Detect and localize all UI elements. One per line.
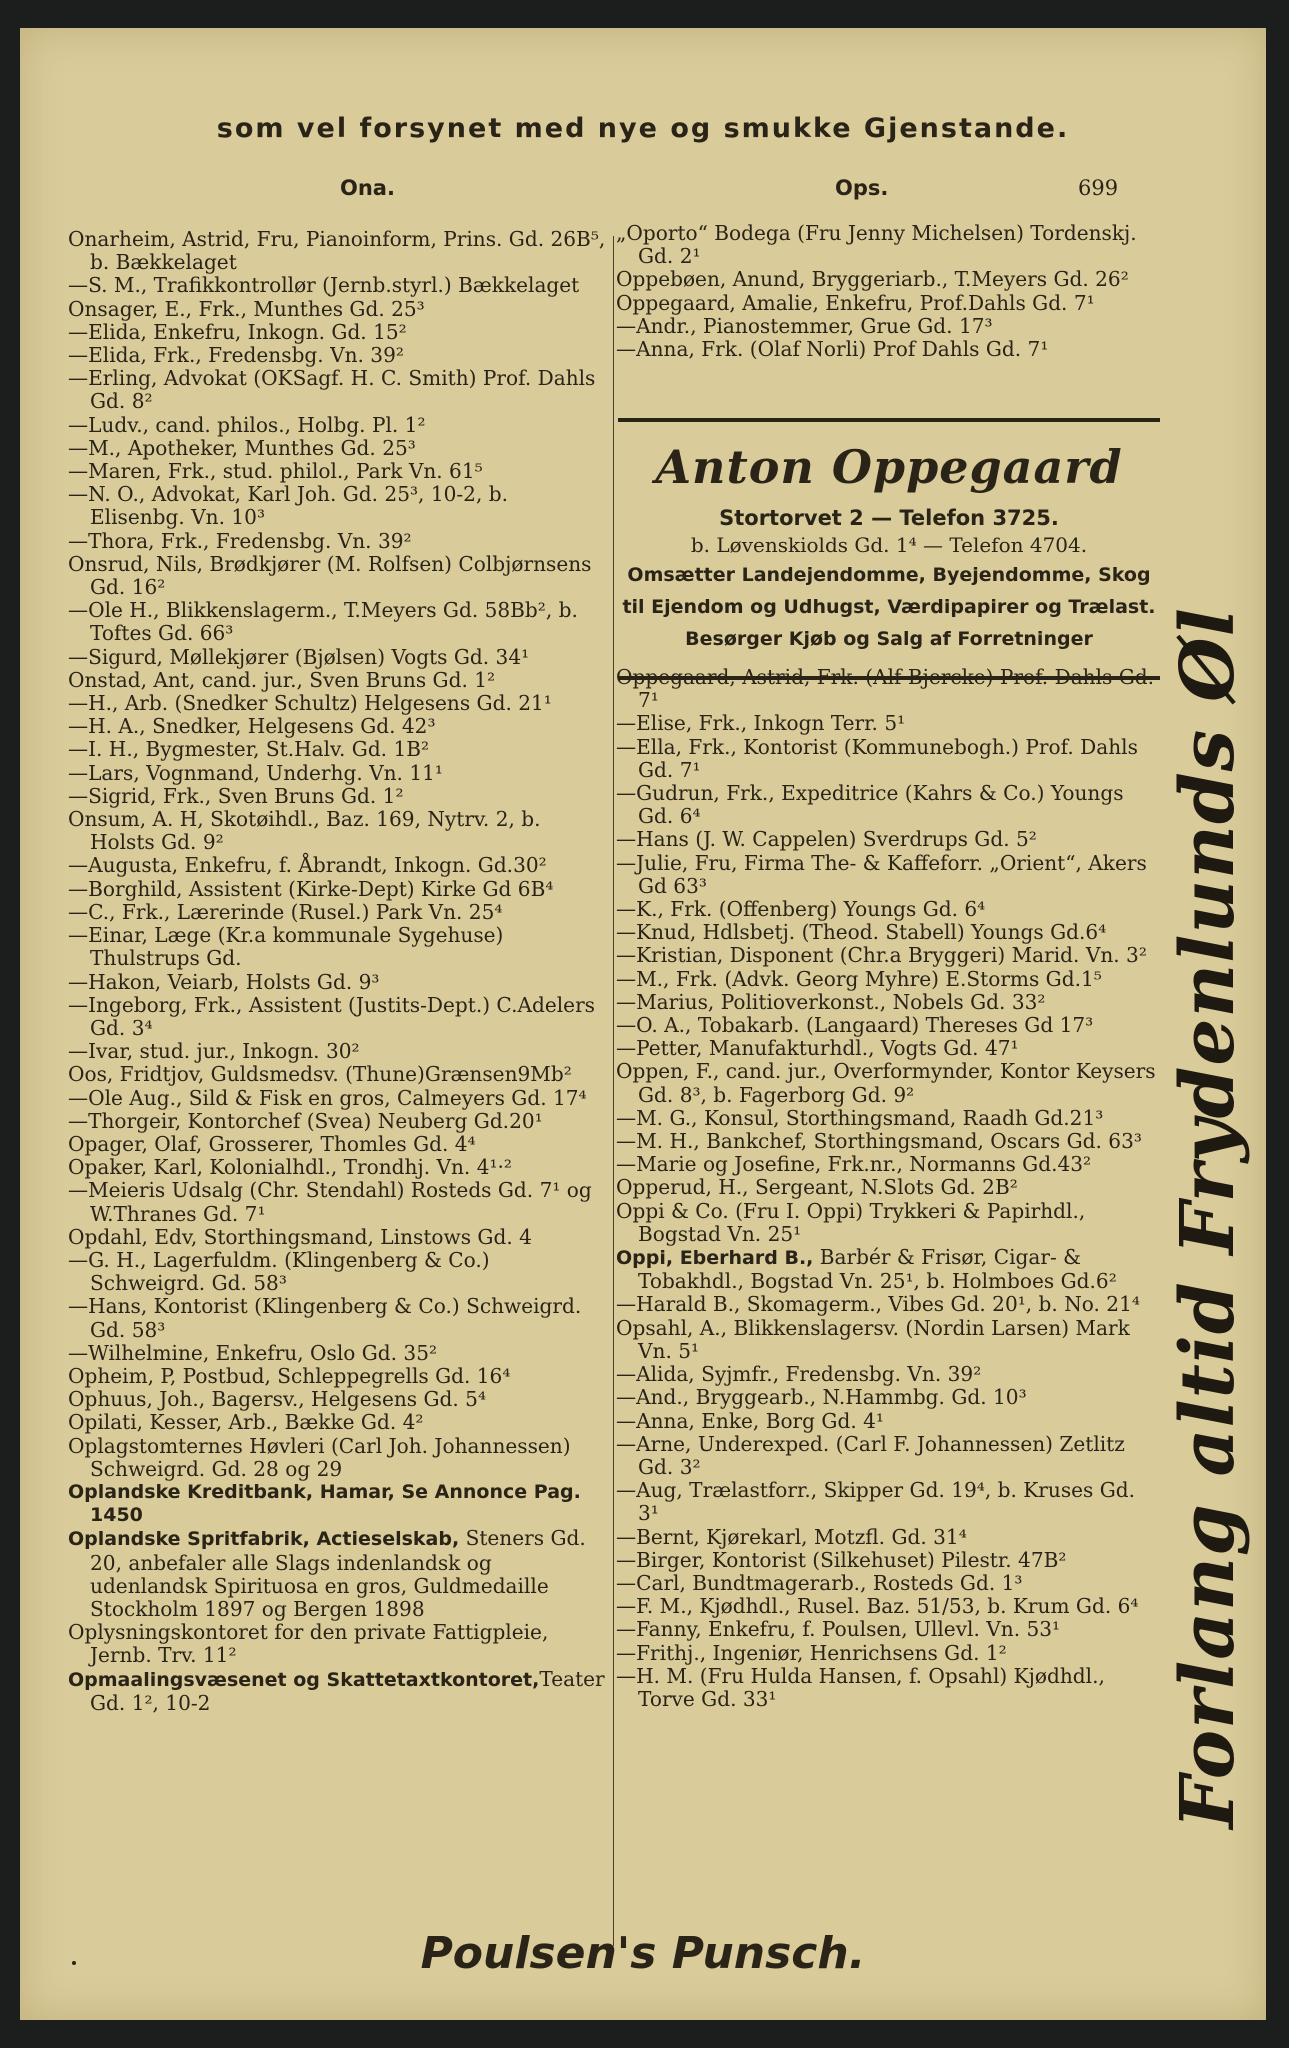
entry-rest: Barbér & Frisør, Cigar- & Tobakhdl., Bogstad Vn. 25¹, b. Holmboes Gd.6² [638, 1245, 1117, 1294]
directory-entry [616, 1246, 1156, 1293]
directory-entry: —Harald B., Skomagerm., Vibes Gd. 20¹, b. No. 21⁴ [616, 1292, 1140, 1317]
directory-entry: —Marie og Josefine, Frk.nr., Normanns Gd.43² [616, 1152, 1092, 1177]
directory-entry: —M., Apotheker, Munthes Gd. 25³ [68, 435, 416, 460]
directory-entry: —F. M., Kjødhdl., Rusel. Baz. 51/53, b. Krum Gd. 6⁴ [616, 1594, 1139, 1619]
directory-entry: —Elida, Enkefru, Inkogn. Gd. 15² [68, 319, 407, 344]
directory-entry: —Ella, Frk., Kontorist (Kommunebogh.) Prof. Dahls Gd. 7¹ [616, 734, 1138, 782]
directory-entry: —Anna, Enke, Borg Gd. 4¹ [616, 1408, 884, 1433]
directory-entry: —Andr., Pianostemmer, Grue Gd. 17³ [616, 313, 993, 338]
directory-entry: Oos, Fridtjov, Guldsmedsv. (Thune)Grænsen9Mb² [68, 1062, 572, 1087]
directory-entry: —M., Frk. (Advk. Georg Myhre) E.Storms Gd.1⁵ [616, 966, 1102, 991]
directory-entry: Onsager, E., Frk., Munthes Gd. 25³ [68, 296, 425, 321]
directory-entry: —G. H., Lagerfuldm. (Klingenberg & Co.) Schweigrd. Gd. 58³ [68, 1247, 490, 1296]
directory-entry: —Hans, Kontorist (Klingenberg & Co.) Schweigrd. Gd. 58³ [68, 1294, 582, 1342]
directory-entry: —Meieris Udsalg (Chr. Stendahl) Rosteds Gd. 7¹ og W.Thranes Gd. 7¹ [68, 1178, 592, 1226]
directory-entry: —Augusta, Enkefru, f. Åbrandt, Inkogn. Gd.30² [68, 853, 547, 878]
ad-address-line: Stortorvet 2 — Telefon 3725. [719, 506, 1059, 530]
directory-entry: Ophuus, Joh., Bagersv., Helgesens Gd. 5⁴ [68, 1387, 487, 1412]
directory-entry: Oppi & Co. (Fru I. Oppi) Trykkeri & Papirhdl., Bogstad Vn. 25¹ [616, 1198, 1086, 1246]
ad-services-line-3: Besørger Kjøb og Salg af Forretninger [685, 628, 1093, 650]
directory-entry: —Petter, Manufakturhdl., Vogts Gd. 47¹ [616, 1036, 1019, 1061]
directory-entry: —Ludv., cand. philos., Holbg. Pl. 1² [68, 412, 426, 437]
directory-entry: —Carl, Bundtmagerarb., Rosteds Gd. 1³ [616, 1570, 1023, 1595]
side-advertisement [1165, 508, 1251, 1928]
print-mark [72, 1961, 76, 1965]
directory-entry: —And., Bryggearb., N.Hammbg. Gd. 10³ [616, 1385, 1027, 1410]
slogan-banner: som vel forsynet med nye og smukke Gjenstande. [216, 113, 1070, 144]
directory-entry: —Thorgeir, Kontorchef (Svea) Neuberg Gd.20¹ [68, 1108, 543, 1133]
directory-entry: Oppen, F., cand. jur., Overformynder, Kontor Keysers Gd. 8³, b. Fagerborg Gd. 9² [616, 1059, 1156, 1107]
entry-bold-lead: Oplandske Spritfabrik, Actieselskab, [68, 1528, 460, 1551]
footer-advertisement: Poulsen's Punsch. [420, 1928, 866, 1979]
directory-entry: —Alida, Syjmfr., Fredensbg. Vn. 39² [616, 1362, 982, 1387]
directory-entry [68, 1668, 606, 1715]
directory-entry: Opager, Olaf, Grosserer, Thomles Gd. 4⁴ [68, 1131, 476, 1156]
directory-entry: Oplysningskontoret for den private Fattigpleie, Jernb. Trv. 11² [68, 1620, 549, 1668]
directory-entry: —M. H., Bankchef, Storthingsmand, Oscars Gd. 63³ [616, 1129, 1142, 1154]
page-number: 699 [1078, 176, 1119, 200]
directory-entry: —Birger, Kontorist (Silkehuset) Pilestr. 47B² [616, 1547, 1067, 1572]
directory-entry: —Lars, Vognmand, Underhg. Vn. 11¹ [68, 760, 443, 785]
directory-entry: Opperud, H., Sergeant, N.Slots Gd. 2B² [616, 1175, 1018, 1200]
entry-bold-lead: Oppi, Eberhard B., [616, 1247, 814, 1270]
directory-entry: Oppegaard, Astrid, Frk. (Alf Bjercke) Prof. Dahls Gd. 7¹ [616, 665, 1155, 713]
entry-bold-lead: Opmaalingsvæsenet og Skattetaxtkontoret, [68, 1668, 540, 1691]
directory-entry: —Hans (J. W. Cappelen) Sverdrups Gd. 5² [616, 827, 1037, 852]
oppegaard-advertisement [618, 418, 1160, 680]
entry-rest: Teater Gd. 1², 10-2 [90, 1666, 605, 1715]
ad-services-line-2: til Ejendom og Udhugst, Værdipapirer og Trælast. [622, 596, 1156, 618]
directory-entry: —H. A., Snedker, Helgesens Gd. 42³ [68, 714, 436, 739]
directory-entry: —Wilhelmine, Enkefru, Oslo Gd. 35² [68, 1340, 438, 1365]
directory-entry: —K., Frk. (Offenberg) Youngs Gd. 6⁴ [616, 897, 986, 922]
directory-entry: —Maren, Frk., stud. philol., Park Vn. 61⁵ [68, 459, 483, 484]
directory-entry: Oplandske Kreditbank, Hamar, Se Annonce Pag. 1450 [68, 1480, 581, 1527]
directory-entry: —Erling, Advokat (OKSagf. H. C. Smith) Prof. Dahls Gd. 8² [68, 366, 596, 414]
directory-entry: Opsahl, A., Blikkenslagersv. (Nordin Larsen) Mark Vn. 5¹ [616, 1315, 1130, 1363]
directory-entry: —H., Arb. (Snedker Schultz) Helgesens Gd. 21¹ [68, 691, 552, 716]
directory-entry: —Julie, Fru, Firma The- & Kaffeforr. „Orient“, Akers Gd 63³ [616, 850, 1147, 898]
ad-company-name: Anton Oppegaard [655, 440, 1123, 494]
directory-entry: —Ole H., Blikkenslagerm., T.Meyers Gd. 58Bb², b. Toftes Gd. 66³ [68, 598, 578, 646]
directory-entry: Opdahl, Edv, Storthingsmand, Linstows Gd. 4 [68, 1224, 532, 1249]
side-banner-text: Forlang altid Frydenlunds Øl [1165, 607, 1251, 1829]
left-column-header: Ona. [340, 176, 395, 200]
directory-entry: —M. G., Konsul, Storthingsmand, Raadh Gd.21³ [616, 1105, 1104, 1130]
directory-entry: —Ivar, stud. jur., Inkogn. 30² [68, 1039, 360, 1064]
directory-entry: —Fanny, Enkefru, f. Poulsen, Ullevl. Vn. 53¹ [616, 1617, 1061, 1642]
directory-entry: Opilati, Kesser, Arb., Bække Gd. 4² [68, 1410, 424, 1435]
directory-entry: —Sigrid, Frk., Sven Bruns Gd. 1² [68, 783, 404, 808]
directory-entry: —Einar, Læge (Kr.a kommunale Sygehuse) Thulstrups Gd. [68, 923, 504, 971]
directory-entry: —C., Frk., Lærerinde (Rusel.) Park Vn. 25⁴ [68, 899, 503, 924]
column-divider [613, 236, 614, 1946]
directory-entry: Oplagstomternes Høvleri (Carl Joh. Johannessen) Schweigrd. Gd. 28 og 29 [68, 1433, 571, 1481]
directory-entry: —Arne, Underexped. (Carl F. Johannessen) Zetlitz Gd. 3² [616, 1431, 1125, 1479]
directory-entry: Onsrud, Nils, Brødkjører (M. Rolfsen) Colbjørnsens Gd. 16² [68, 551, 592, 600]
directory-entry: —Bernt, Kjørekarl, Motzfl. Gd. 31⁴ [616, 1524, 967, 1549]
right-column [616, 666, 1156, 1711]
directory-entry: —Ole Aug., Sild & Fisk en gros, Calmeyers Gd. 17⁴ [68, 1085, 587, 1110]
entry-rest: Steners Gd. 20, anbefaler alle Slags indenlandsk og udenlandsk Spirituosa en gros, Guldmedaille Stockholm 1897 og Bergen 1898 [90, 1526, 586, 1621]
directory-entry: Oppegaard, Amalie, Enkefru, Prof.Dahls Gd. 7¹ [616, 290, 1095, 315]
directory-entry: —O. A., Tobakarb. (Langaard) Thereses Gd 17³ [616, 1013, 1094, 1038]
directory-entry: —S. M., Trafikkontrollør (Jernb.styrl.) Bækkelaget [68, 273, 580, 298]
directory-entry: —N. O., Advokat, Karl Joh. Gd. 25³, 10-2, b. Elisenbg. Vn. 10³ [68, 482, 508, 530]
directory-page [20, 28, 1266, 2020]
directory-entry: —I. H., Bygmester, St.Halv. Gd. 1B² [68, 737, 430, 762]
directory-entry: —Ingeborg, Frk., Assistent (Justits-Dept.) C.Adelers Gd. 3⁴ [68, 992, 595, 1040]
directory-entry: —H. M. (Fru Hulda Hansen, f. Opsahl) Kjødhdl., Torve Gd. 33¹ [616, 1663, 1105, 1711]
directory-entry: Onsum, A. H, Skotøihdl., Baz. 169, Nytrv. 2, b. Holsts Gd. 9² [68, 807, 541, 855]
directory-entry: —Aug, Trælastforr., Skipper Gd. 19⁴, b. Kruses Gd. 3¹ [616, 1478, 1136, 1526]
directory-entry: —Kristian, Disponent (Chr.a Bryggeri) Marid. Vn. 3² [616, 943, 1147, 968]
directory-entry [68, 1527, 606, 1621]
directory-entry: Opheim, P, Postbud, Schleppegrells Gd. 16⁴ [68, 1363, 511, 1388]
directory-entry: —Elida, Frk., Fredensbg. Vn. 39² [68, 343, 404, 368]
directory-entry: —Frithj., Ingeniør, Henrichsens Gd. 1² [616, 1640, 1007, 1665]
directory-entry: —Sigurd, Møllekjører (Bjølsen) Vogts Gd. 34¹ [68, 644, 530, 669]
directory-entry: —Elise, Frk., Inkogn Terr. 5¹ [616, 711, 906, 736]
directory-entry: Oppebøen, Anund, Bryggeriarb., T.Meyers Gd. 26² [616, 267, 1129, 292]
ad-address-line-2: b. Løvenskiolds Gd. 1⁴ — Telefon 4704. [690, 533, 1088, 557]
directory-entry: —Knud, Hdlsbetj. (Theod. Stabell) Youngs Gd.6⁴ [616, 920, 1107, 945]
right-column-header: Ops. [835, 176, 889, 200]
directory-entry: Opaker, Karl, Kolonialhdl., Trondhj. Vn. 4¹·² [68, 1155, 512, 1180]
directory-entry: —Borghild, Assistent (Kirke-Dept) Kirke Gd 6B⁴ [68, 876, 554, 901]
directory-entry: —Gudrun, Frk., Expeditrice (Kahrs & Co.) Youngs Gd. 6⁴ [616, 781, 1124, 829]
ad-services-line-1: Omsætter Landejendomme, Byejendomme, Skog [627, 564, 1151, 586]
directory-entry: Onarheim, Astrid, Fru, Pianoinform, Prins. Gd. 26B⁵, b. Bækkelaget [68, 227, 606, 275]
directory-entry: „Oporto“ Bodega (Fru Jenny Michelsen) Tordenskj. Gd. 2¹ [616, 221, 1137, 269]
directory-entry: —Marius, Politioverkonst., Nobels Gd. 33² [616, 989, 1046, 1014]
directory-entry: —Anna, Frk. (Olaf Norli) Prof Dahls Gd. 7¹ [616, 337, 1049, 362]
left-column [68, 228, 606, 1715]
directory-entry: Onstad, Ant, cand. jur., Sven Bruns Gd. 1² [68, 667, 496, 692]
right-column-top [616, 222, 1156, 361]
directory-entry: —Hakon, Veiarb, Holsts Gd. 9³ [68, 969, 380, 994]
directory-entry: —Thora, Frk., Fredensbg. Vn. 39² [68, 528, 412, 553]
